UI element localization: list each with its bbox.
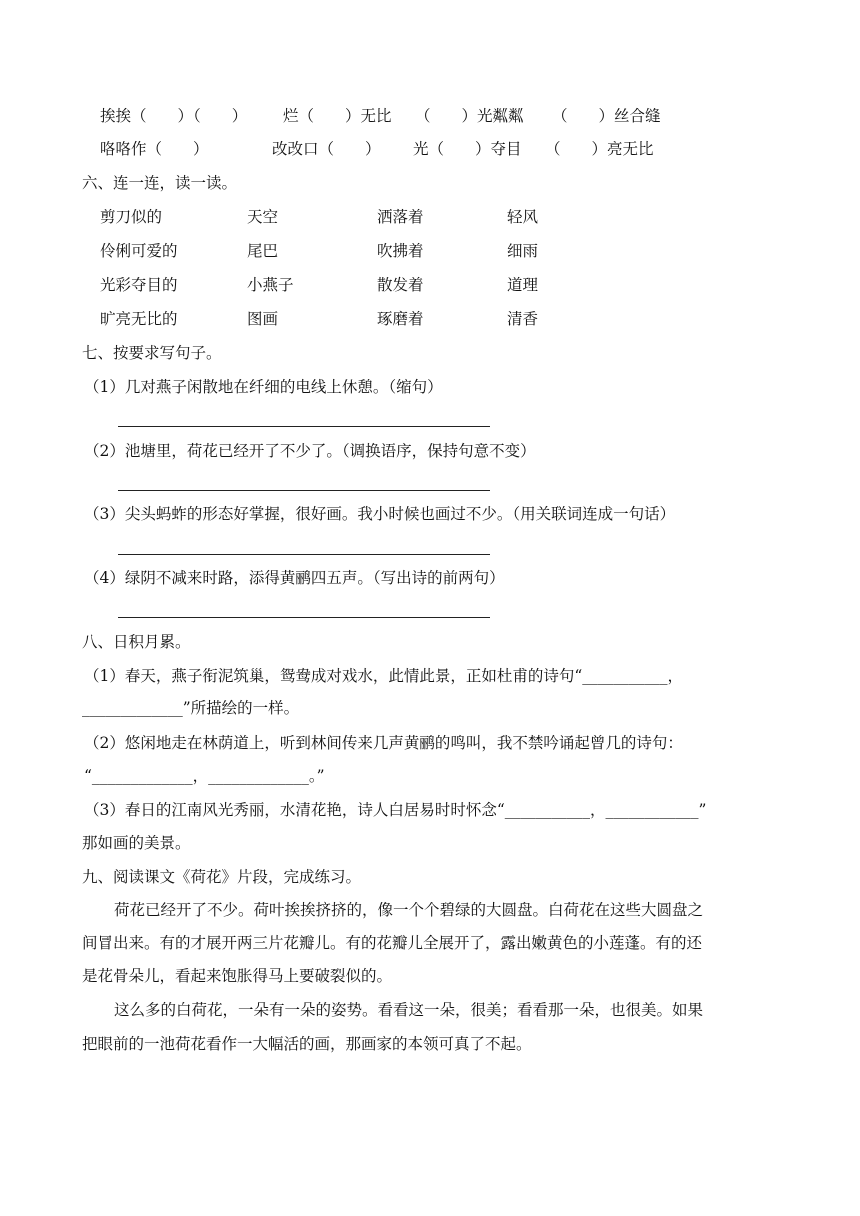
fill-line: 那如画的美景。 [82, 834, 191, 852]
question-item: （1）几对燕子闲散地在纤细的电线上休憩。（缩句） [84, 378, 443, 396]
answer-line[interactable] [118, 554, 490, 555]
match-item: 尾巴 [247, 242, 279, 260]
match-item: 图画 [247, 310, 279, 328]
match-item: 旷亮无比的 [100, 310, 178, 328]
match-item: 吹拂着 [377, 242, 424, 260]
match-item: 道理 [507, 276, 539, 294]
answer-line[interactable] [118, 426, 490, 427]
blank-item: 改改口（ ） [272, 140, 381, 158]
blank-item: 光（ ）夺目 [413, 140, 522, 158]
fill-line: （2）悠闲地走在林荫道上，听到林间传来几声黄鹂的鸣叫，我不禁吟诵起曾几的诗句： [84, 734, 683, 752]
fill-line: （1）春天，燕子衔泥筑巢，鸳鸯成对戏水，此情此景，正如杜甫的诗句“___________， [84, 667, 684, 685]
section-heading: 七、按要求写句子。 [82, 344, 222, 362]
match-item: 天空 [247, 208, 279, 226]
blank-item: （ ）丝合缝 [552, 107, 661, 125]
match-item: 小燕子 [247, 276, 294, 294]
match-item: 伶俐可爱的 [100, 242, 178, 260]
blank-item: （ ）光粼粼 [415, 107, 524, 125]
blank-item: 烂（ ）无比 [283, 107, 392, 125]
fill-line: _____________”所描绘的一样。 [82, 699, 300, 717]
match-item: 琢磨着 [377, 310, 424, 328]
match-item: 洒落着 [377, 208, 424, 226]
answer-line[interactable] [118, 490, 490, 491]
match-item: 光彩夺目的 [100, 276, 178, 294]
answer-line[interactable] [118, 617, 490, 618]
match-item: 轻风 [507, 208, 539, 226]
passage-line: 这么多的白荷花，一朵有一朵的姿势。看看这一朵，很美；看看那一朵，也很美。如果 [114, 1001, 704, 1019]
passage-line: 间冒出来。有的才展开两三片花瓣儿。有的花瓣儿全展开了，露出嫩黄色的小莲蓬。有的还 [82, 934, 703, 952]
match-item: 细雨 [507, 242, 539, 260]
question-item: （3）尖头蚂蚱的形态好掌握，很好画。我小时候也画过不少。（用关联词连成一句话） [84, 505, 676, 523]
section-heading: 八、日积月累。 [82, 633, 191, 651]
match-item: 清香 [507, 310, 539, 328]
passage-line: 把眼前的一池荷花看作一大幅活的画，那画家的本领可真了不起。 [82, 1035, 532, 1053]
question-item: （2）池塘里，荷花已经开了不少了。（调换语序，保持句意不变） [84, 442, 536, 460]
question-item: （4）绿阴不减来时路，添得黄鹂四五声。（写出诗的前两句） [84, 569, 505, 587]
blank-item: （ ）亮无比 [545, 140, 654, 158]
fill-line: “_____________，_____________。” [84, 767, 325, 785]
passage-line: 是花骨朵儿，看起来饱胀得马上要破裂似的。 [82, 967, 393, 985]
fill-line: （3）春日的江南风光秀丽，水清花艳，诗人白居易时时怀念“___________，____________” [84, 801, 707, 819]
match-item: 散发着 [377, 276, 424, 294]
passage-line: 荷花已经开了不少。荷叶挨挨挤挤的，像一个个碧绿的大圆盘。白荷花在这些大圆盘之 [114, 901, 704, 919]
blank-item: 挨挨（ ）（ ） [100, 107, 248, 125]
match-item: 剪刀似的 [100, 208, 163, 226]
section-heading: 六、连一连，读一读。 [82, 174, 238, 192]
section-heading: 九、阅读课文《荷花》片段，完成练习。 [82, 868, 362, 886]
blank-item: 咯咯作（ ） [100, 140, 209, 158]
